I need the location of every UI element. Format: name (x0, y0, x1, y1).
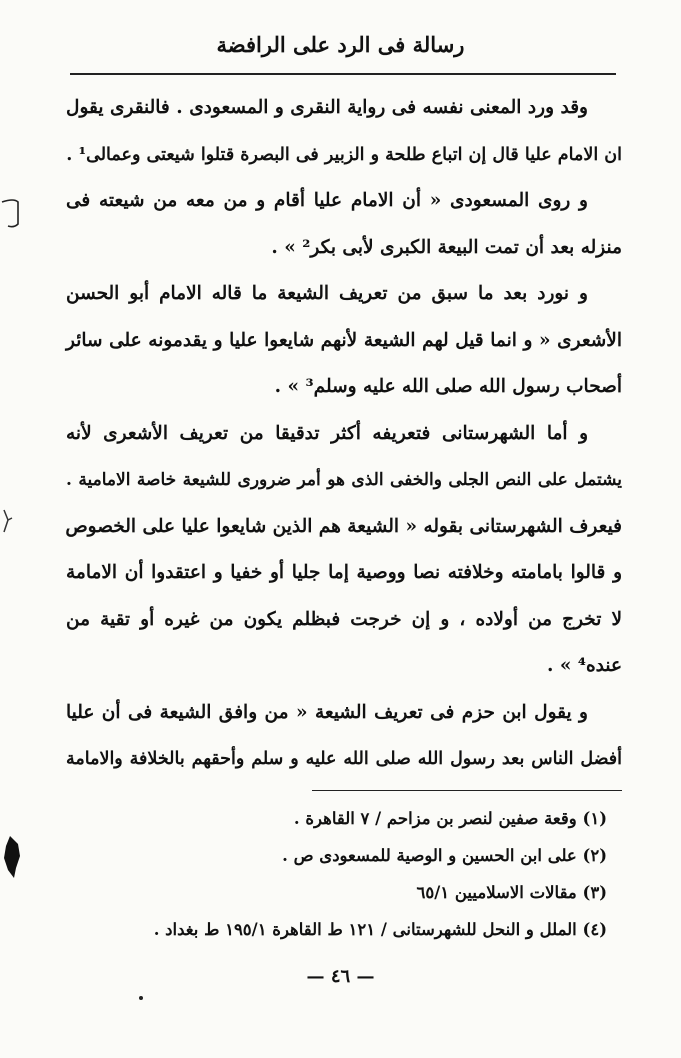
text-line: ان الامام عليا قال إن اتباع طلحة و الزبير فى البصرة قتلوا شيعتى وعمالى¹ . (66, 144, 622, 165)
text-line: و روى المسعودى « أن الامام عليا أقام و من معه من شيعته فى (66, 190, 588, 211)
text-line: أفضل الناس بعد رسول الله صلى الله عليه و سلم وأحقهم بالخلافة والامامة (66, 749, 622, 769)
header-rule (70, 73, 616, 75)
text-line: يشتمل على النص الجلى والخفى الذى هو أمر ضرورى للشيعة خاصة الامامية . (66, 470, 622, 490)
paragraph (66, 85, 622, 178)
footnote: (٢) على ابن الحسين و الوصية للمسعودى ص . (282, 846, 607, 865)
margin-tick-mark (0, 508, 16, 534)
paragraph (66, 178, 622, 271)
text-line: فيعرف الشهرستانى بقوله « الشيعة هم الذين شايعوا عليا على الخصوص (65, 515, 622, 537)
text-line: الأشعرى « و انما قيل لهم الشيعة لأنهم شايعوا عليا و يقدمونه على سائر (66, 329, 622, 351)
text-line: عنده⁴ » . (546, 655, 622, 676)
footnote: (٣) مقالات الاسلاميين ٦٥/١ (416, 883, 607, 902)
ink-blot-mark (2, 834, 22, 880)
margin-bracket-mark (0, 196, 22, 230)
text-line: أصحاب رسول الله صلى الله عليه وسلم³ » . (274, 376, 622, 397)
running-head: رسالة فى الرد على الرافضة (216, 32, 465, 57)
body-text (66, 85, 622, 783)
paragraph (66, 690, 622, 783)
text-line: و قالوا بامامته وخلافته نصا ووصية إما جليا أو خفيا و اعتقدوا أن الامامة (66, 562, 622, 583)
page-number: — ٤٦ — (306, 966, 375, 987)
text-line: وقد ورد المعنى نفسه فى رواية النقرى و المسعودى . فالنقرى يقول (66, 97, 588, 118)
paragraph (66, 271, 622, 411)
footnote: (٤) الملل و النحل للشهرستانى / ١٢١ ط القاهرة ١٩٥/١ ط بغداد . (153, 920, 607, 939)
paragraph (66, 411, 622, 690)
text-line: منزله بعد أن تمت البيعة الكبرى لأبى بكر² » . (271, 236, 622, 258)
ink-dot-mark (138, 995, 144, 1001)
footnotes (80, 800, 607, 948)
text-line: و أما الشهرستانى فتعريفه أكثر تدقيقا من تعريف الأشعرى لأنه (66, 422, 588, 444)
footnote: (١) وقعة صفين لنصر بن مزاحم / ٧ القاهرة . (293, 809, 607, 828)
text-line: و نورد بعد ما سبق من تعريف الشيعة ما قاله الامام أبو الحسن (66, 283, 588, 304)
text-line: و يقول ابن حزم فى تعريف الشيعة « من وافق الشيعة فى أن عليا (66, 701, 588, 723)
text-line: لا تخرج من أولاده ، و إن خرجت فبظلم يكون من غيره أو تقية من (66, 608, 622, 630)
footnote-rule (312, 790, 622, 791)
